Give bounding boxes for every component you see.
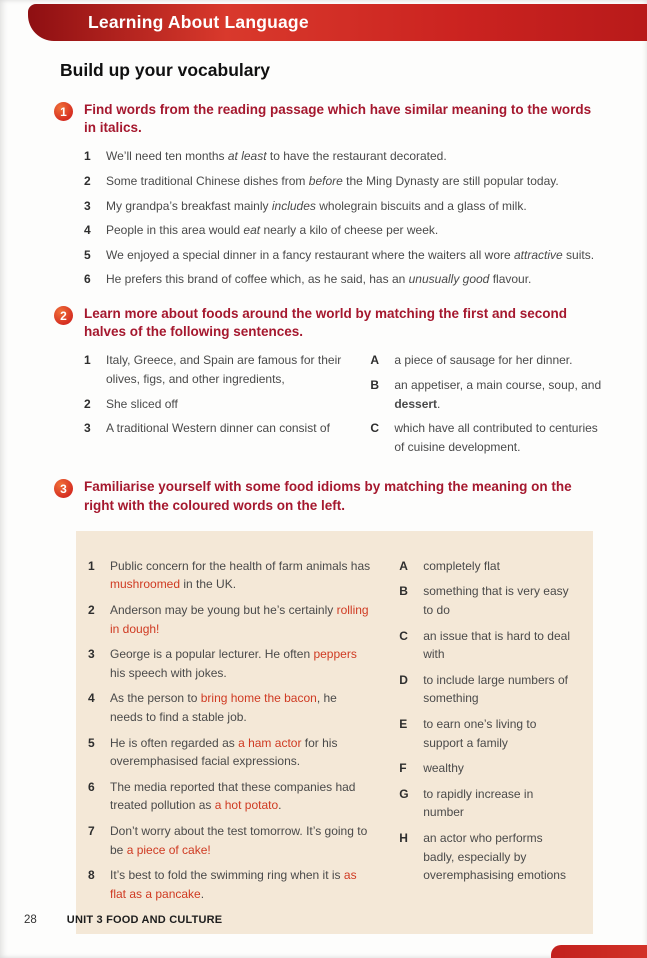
- match-text: which have all contributed to centuries of cuisine development.: [394, 421, 598, 454]
- match-letter: H: [399, 830, 408, 845]
- idiom-term: a ham actor: [238, 735, 302, 750]
- idiom-term: as flat as a pancake: [110, 868, 357, 901]
- sentence-item: [84, 246, 607, 265]
- sentence-text: George is a popular lecturer. He often peppers his speech with jokes.: [110, 647, 357, 680]
- match-text: an appetiser, a main course, soup, and dessert.: [394, 378, 602, 411]
- item-number: 6: [88, 779, 95, 794]
- sentence-text: People in this area would eat nearly a kilo of cheese per week.: [106, 223, 439, 238]
- match-text: something that is very easy to do: [423, 584, 569, 618]
- section-banner: [28, 4, 647, 41]
- idiom-term: a piece of cake!: [126, 842, 211, 857]
- match-option: [399, 785, 575, 822]
- bold-term: dessert: [394, 396, 438, 411]
- sentence-text: We enjoyed a special dinner in a fancy restaurant where the waiters all wore attractive suits.: [106, 247, 595, 262]
- match-letter: B: [370, 378, 380, 393]
- match-option: [399, 671, 575, 708]
- sentence-text: The media reported that these companies had treated pollution as a hot potato.: [110, 779, 356, 813]
- match-option: [399, 557, 575, 576]
- match-letter: B: [399, 584, 408, 599]
- match-letter: C: [399, 628, 408, 643]
- sentence-text: My grandpa’s breakfast mainly includes wholegrain biscuits and a glass of milk.: [106, 198, 527, 213]
- match-option: [399, 582, 575, 619]
- match-text: a piece of sausage for her dinner.: [394, 353, 573, 368]
- idiom-term: a hot potato: [214, 798, 279, 813]
- page-content: [60, 54, 607, 944]
- item-number: 5: [88, 735, 95, 750]
- exercise-3-left-column: [88, 557, 371, 911]
- idiom-sentence: [88, 778, 371, 815]
- idiom-term: peppers: [313, 647, 357, 662]
- idiom-matching-box: [76, 531, 593, 935]
- idiom-term: bring home the bacon: [200, 691, 317, 706]
- match-letter: F: [399, 761, 407, 776]
- match-text: to include large numbers of something: [423, 672, 568, 706]
- item-number: 1: [84, 353, 91, 368]
- match-option: [399, 759, 575, 778]
- item-number: 6: [84, 272, 91, 287]
- item-number: 5: [84, 247, 91, 262]
- exercise-3-instruction: Familiarise yourself with some food idioms by matching the meaning on the right with the coloured words on the left.: [84, 479, 572, 513]
- sentence-item: [84, 172, 607, 191]
- match-text: completely flat: [423, 558, 500, 573]
- sentence-text: He is often regarded as a ham actor for his overemphasised facial expressions.: [110, 735, 338, 769]
- item-number: 4: [88, 691, 95, 706]
- italic-term: unusually good: [408, 272, 490, 287]
- sentence-item: [84, 351, 342, 388]
- exercise-2: [60, 305, 607, 462]
- page-footer: [24, 914, 222, 926]
- match-text: an actor who performs badly, especially by overemphasising emotions: [423, 830, 566, 883]
- idiom-term: rolling in dough!: [110, 603, 369, 636]
- match-text: to rapidly increase in number: [423, 786, 534, 820]
- sentence-item: [84, 197, 607, 216]
- page-title: Build up your vocabulary: [60, 60, 271, 80]
- match-option: [370, 419, 607, 456]
- sentence-text: We’ll need ten months at least to have the restaurant decorated.: [106, 149, 447, 164]
- unit-label: UNIT 3 FOOD AND CULTURE: [66, 914, 223, 926]
- sentence-text: It’s best to fold the swimming ring when it is as flat as a pancake.: [110, 868, 357, 901]
- item-number: 3: [88, 647, 95, 662]
- item-number: 2: [88, 603, 95, 618]
- item-number: 1: [84, 149, 91, 164]
- match-letter: A: [399, 558, 408, 573]
- banner-title: Learning About Language: [88, 12, 309, 32]
- match-option: [370, 376, 607, 413]
- idiom-sentence: [88, 645, 371, 682]
- match-option: [399, 627, 575, 664]
- exercise-1-instruction: Find words from the reading passage which have similar meaning to the words in italics.: [84, 102, 592, 136]
- italic-term: attractive: [514, 247, 563, 262]
- match-text: an issue that is hard to deal with: [423, 628, 570, 662]
- item-number: 3: [84, 198, 91, 213]
- sentence-item: [84, 221, 607, 240]
- exercise-1-header: [54, 101, 607, 137]
- match-letter: A: [370, 353, 380, 368]
- italic-term: at least: [227, 149, 267, 164]
- match-letter: D: [399, 672, 408, 687]
- item-number: 4: [84, 223, 91, 238]
- sentence-item: [84, 270, 607, 289]
- match-option: [399, 829, 575, 885]
- idiom-sentence: [88, 689, 371, 726]
- idiom-sentence: [88, 734, 371, 771]
- item-number: 3: [84, 421, 91, 436]
- corner-decoration: [551, 945, 647, 958]
- italic-term: eat: [243, 223, 261, 238]
- page-number: 28: [24, 914, 37, 926]
- match-text: wealthy: [423, 761, 464, 776]
- italic-term: before: [308, 174, 343, 189]
- exercise-3-header: [54, 478, 607, 514]
- sentence-text: She sliced off: [106, 396, 178, 411]
- match-letter: E: [399, 717, 408, 731]
- idiom-term: mushroomed: [110, 577, 181, 592]
- item-number: 2: [84, 174, 91, 189]
- item-number: 8: [88, 868, 95, 883]
- exercise-2-right-column: [370, 351, 607, 462]
- sentence-text: Italy, Greece, and Spain are famous for their olives, figs, and other ingredients,: [106, 353, 342, 387]
- item-number: 2: [84, 396, 91, 411]
- sentence-item: [84, 419, 342, 438]
- item-number: 7: [88, 823, 95, 838]
- sentence-item: [84, 147, 607, 166]
- exercise-2-number-badge: 2: [54, 306, 73, 325]
- exercise-2-header: [54, 305, 607, 341]
- italic-term: includes: [271, 198, 316, 213]
- sentence-text: Don’t worry about the test tomorrow. It’s going to be a piece of cake!: [110, 823, 368, 857]
- sentence-text: Public concern for the health of farm animals has mushroomed in the UK.: [110, 558, 371, 592]
- exercise-2-instruction: Learn more about foods around the world by matching the first and second halves of the following sentences.: [84, 306, 568, 340]
- exercise-1-number-badge: 1: [54, 102, 73, 121]
- sentence-text: He prefers this brand of coffee which, as he said, has an unusually good flavour.: [106, 272, 532, 287]
- idiom-sentence: [88, 601, 371, 638]
- sentence-item: [84, 395, 342, 414]
- exercise-2-columns: [84, 351, 607, 462]
- idiom-sentence: [88, 822, 371, 859]
- match-text: to earn one’s living to support a family: [423, 717, 537, 750]
- exercise-3-number-badge: 3: [54, 479, 73, 498]
- exercise-1: [60, 101, 607, 289]
- match-option: [370, 351, 607, 370]
- sentence-text: Some traditional Chinese dishes from before the Ming Dynasty are still popular today.: [106, 174, 559, 189]
- idiom-sentence: [88, 557, 371, 594]
- idiom-sentence: [88, 866, 371, 903]
- exercise-2-left-column: [84, 351, 342, 462]
- sentence-text: A traditional Western dinner can consist of: [106, 421, 330, 436]
- match-letter: G: [399, 786, 409, 801]
- match-letter: C: [370, 421, 380, 436]
- match-option: [399, 715, 575, 752]
- exercise-3: [60, 478, 607, 934]
- sentence-text: As the person to bring home the bacon, he needs to find a stable job.: [110, 691, 337, 724]
- sentence-text: Anderson may be young but he’s certainly rolling in dough!: [110, 603, 369, 636]
- item-number: 1: [88, 558, 95, 573]
- exercise-3-right-column: [399, 557, 575, 911]
